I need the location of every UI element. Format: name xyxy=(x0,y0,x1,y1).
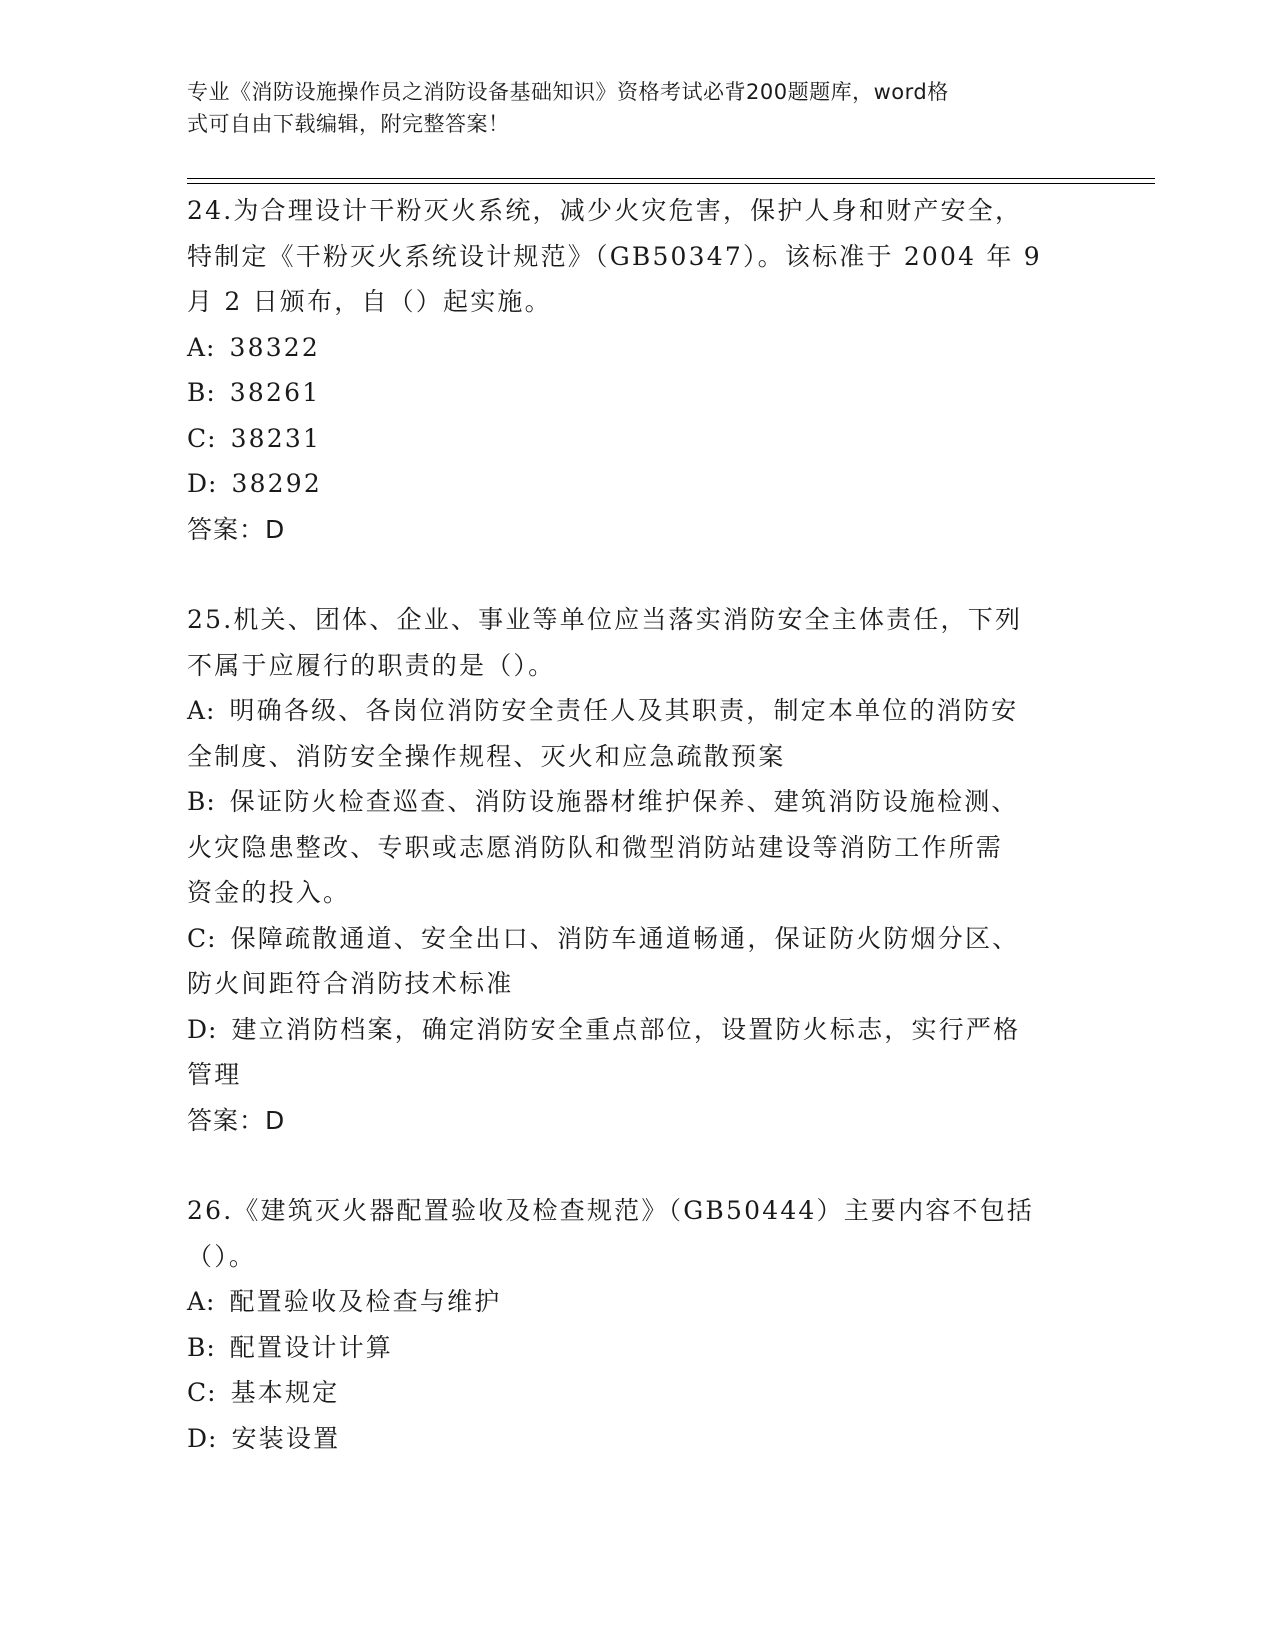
option-text: 38261 xyxy=(229,378,321,407)
question-26 xyxy=(187,1188,1087,1461)
option-text: 配置设计计算 xyxy=(229,1332,393,1362)
stem-line: （）。 xyxy=(187,1241,257,1271)
option-a xyxy=(187,688,1087,779)
option-d xyxy=(187,1007,1087,1098)
option-text: 基本规定 xyxy=(230,1378,340,1407)
stem-line: 月 2 日颁布，自（）起实施。 xyxy=(187,287,552,316)
option-a xyxy=(187,1279,1087,1325)
stem-line: 24.为合理设计干粉灭火系统，减少火灾危害，保护人身和财产安全， xyxy=(187,196,1023,225)
option-c xyxy=(187,916,1087,1007)
option-label: C: xyxy=(187,423,217,453)
option-text: 配置验收及检查与维护 xyxy=(229,1287,502,1316)
document-header xyxy=(187,76,1067,140)
question-stem xyxy=(187,1188,1087,1279)
header-line-2: 式可自由下载编辑，附完整答案！ xyxy=(187,112,510,136)
answer: 答案：D xyxy=(187,514,286,544)
option-b xyxy=(187,779,1087,916)
option-text: 防火间距符合消防技术标准 xyxy=(187,969,514,998)
stem-line: 不属于应履行的职责的是（）。 xyxy=(187,650,556,680)
option-text: 38292 xyxy=(231,469,322,498)
answer: 答案：D xyxy=(187,1105,286,1135)
option-label: B: xyxy=(187,787,216,816)
option-c xyxy=(187,416,1087,462)
option-label: C: xyxy=(187,1378,217,1407)
header-rule-bottom xyxy=(187,183,1155,184)
stem-line: 特制定《干粉灭火系统设计规范》（GB50347）。该标准于 2004 年 9 xyxy=(187,241,1042,271)
option-text: 明确各级、各岗位消防安全责任人及其职责，制定本单位的消防安 xyxy=(229,696,1019,725)
question-25 xyxy=(187,597,1087,1143)
stem-line: 25.机关、团体、企业、事业等单位应当落实消防安全主体责任，下列 xyxy=(187,605,1023,634)
option-text: 保证防火检查巡查、消防设施器材维护保养、建筑消防设施检测、 xyxy=(229,787,1019,816)
option-text: 火灾隐患整改、专职或志愿消防队和微型消防站建设等消防工作所需 xyxy=(187,832,1004,862)
option-b xyxy=(187,1325,1087,1371)
option-label: D: xyxy=(187,1423,218,1453)
option-text: 38322 xyxy=(229,332,321,362)
option-text: 建立消防档案，确定消防安全重点部位，设置防火标志，实行严格 xyxy=(231,1014,1021,1044)
option-text: 38231 xyxy=(230,423,322,453)
header-rule-top xyxy=(187,178,1155,179)
option-label: A: xyxy=(187,1287,216,1316)
option-text: 资金的投入。 xyxy=(187,878,351,907)
option-c xyxy=(187,1370,1087,1416)
option-text: 保障疏散通道、安全出口、消防车通道畅通，保证防火防烟分区、 xyxy=(230,923,1020,953)
option-text: 全制度、消防安全操作规程、灭火和应急疏散预案 xyxy=(187,741,786,771)
option-label: D: xyxy=(187,1014,218,1044)
question-stem xyxy=(187,597,1087,688)
option-d xyxy=(187,461,1087,507)
question-list xyxy=(187,188,1087,1461)
question-24 xyxy=(187,188,1087,552)
question-stem xyxy=(187,188,1087,325)
option-label: B: xyxy=(187,378,216,407)
option-label: C: xyxy=(187,923,217,953)
option-label: A: xyxy=(187,332,216,362)
option-text: 管理 xyxy=(187,1060,242,1089)
option-label: D: xyxy=(187,469,218,498)
option-b xyxy=(187,370,1087,416)
option-label: A: xyxy=(187,696,216,725)
option-a xyxy=(187,325,1087,371)
header-line-1: 专业《消防设施操作员之消防设备基础知识》资格考试必背200题题库，word格 xyxy=(187,80,949,104)
option-text: 安装设置 xyxy=(231,1423,341,1453)
option-d xyxy=(187,1416,1087,1462)
option-label: B: xyxy=(187,1332,216,1362)
stem-line: 26.《建筑灭火器配置验收及检查规范》（GB50444）主要内容不包括 xyxy=(187,1196,1035,1225)
